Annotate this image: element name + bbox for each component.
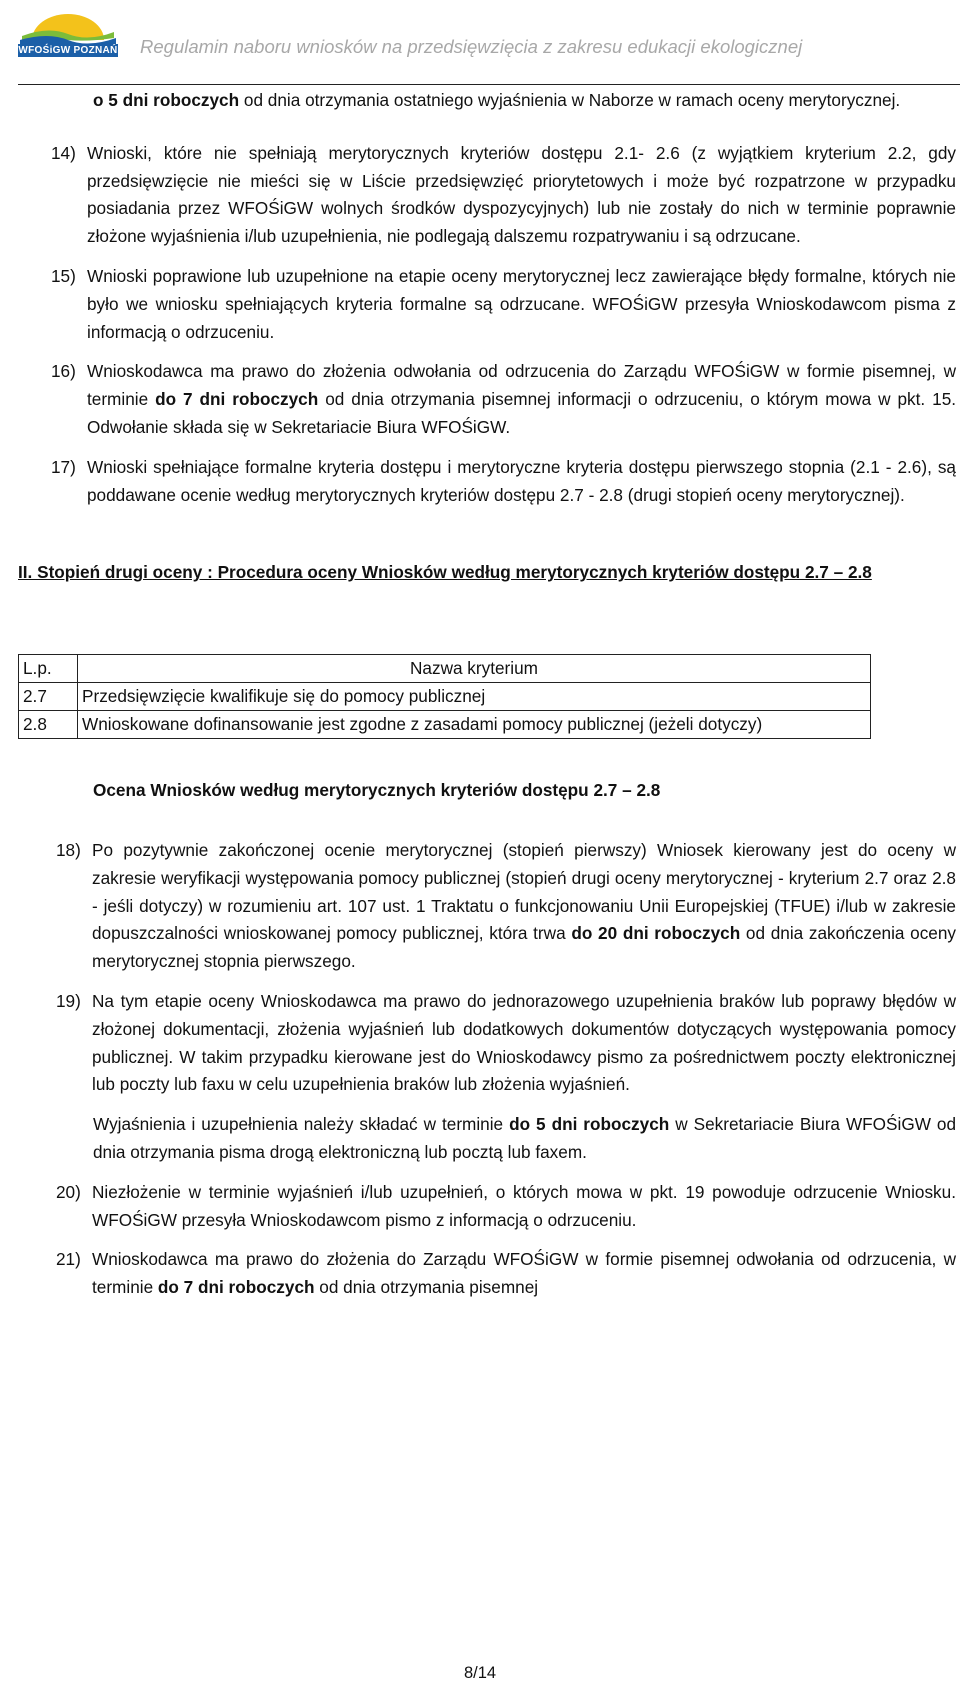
subheading: Ocena Wniosków według merytorycznych kryteriów dostępu 2.7 – 2.8 xyxy=(93,780,661,801)
cell-lp: 2.7 xyxy=(19,683,78,711)
item-text: Na tym etapie oceny Wnioskodawca ma prawo do jednorazowego uzupełnienia braków lub poprawy błędów w złożonej dokumentacji, złożenia wyjaśnień lub dodatkowych dokumentów dotyczących występowania pomocy publicznej. W takim przypadku kierowane jest do Wnioskodawcy pismo za pośrednictwem poczty elektronicznej lub poczty lub faxu w celu uzupełnienia braków lub złożenia wyjaśnień. xyxy=(92,990,956,1095)
header-divider xyxy=(18,84,960,85)
item-number: 18) xyxy=(56,839,81,860)
logo-sun-waves-icon xyxy=(18,10,118,44)
item-number: 16) xyxy=(51,361,76,382)
item-text: Wnioski, które nie spełniają merytorycznych kryteriów dostępu 2.1- 2.6 (z wyjątkiem kryterium 2.2, gdy przedsięwzięcie nie mieści się w Liście przedsięwzięć priorytetowych i może być rozpatrzone w przypadku posiadania przez WFOŚiGW wolnych środków dyspozycyjnych) lub nie zostały do nich w terminie poprawnie złożone wyjaśnienia i/lub uzupełnienia, nie podlegają dalszemu rozpatrywaniu i są odrzucane. xyxy=(87,142,956,247)
item-number: 14) xyxy=(51,142,76,163)
item-number: 15) xyxy=(51,265,76,286)
page-number: 8/14 xyxy=(463,1664,497,1682)
item-text: Wnioskodawca ma prawo do złożenia do Zarządu WFOŚiGW w formie pisemnej odwołania od odrzucenia, w terminie do 7 dni roboczych od dnia otrzymania pisemnej xyxy=(92,1249,956,1298)
item-text: Po pozytywnie zakończonej ocenie merytorycznej (stopień pierwszy) Wniosek kierowany jest do oceny w zakresie weryfikacji występowania pomocy publicznej (stopień drugi oceny merytorycznej - kryterium 2.7 oraz 2.8 - jeśli dotyczy) w rozumieniu art. 107 ust. 1 Traktatu o funkcjonowaniu Unii Europejskiej (TFUE) i/lub w zakresie dopuszczalności wnioskowanej pomocy publicznej, która trwa do 20 dni roboczych od dnia zakończenia oceny merytorycznej stopnia pierwszego. xyxy=(92,839,957,972)
list-item-20 xyxy=(18,1179,956,1235)
cell-name: Wnioskowane dofinansowanie jest zgodne z zasadami pomocy publicznej (jeżeli dotyczy) xyxy=(78,711,871,739)
list-item-14 xyxy=(18,140,956,251)
intro-rest: od dnia otrzymania ostatniego wyjaśnienia w Naborze w ramach oceny merytorycznej. xyxy=(239,90,901,110)
table-row xyxy=(19,711,871,739)
list-item-18 xyxy=(18,837,956,976)
cell-lp: 2.8 xyxy=(19,711,78,739)
item-text: Wnioski spełniające formalne kryteria dostępu i merytoryczne kryteria dostępu pierwszego stopnia (2.1 - 2.6), są poddawane ocenie według merytorycznych kryteriów dostępu 2.7 - 2.8 (drugi stopień oceny merytorycznej). xyxy=(87,456,956,505)
table-row xyxy=(19,683,871,711)
table-header-row xyxy=(19,655,871,683)
paragraph-19-continued: Wyjaśnienia i uzupełnienia należy składać w terminie do 5 dni roboczych w Sekretariacie Biura WFOŚiGW od dnia otrzymania pisma drogą elektroniczną lub pocztą lub faxem. xyxy=(93,1114,956,1162)
paragraph-intro xyxy=(18,87,956,115)
column-header-name: Nazwa kryterium xyxy=(78,655,871,683)
intro-bold: o 5 dni roboczych xyxy=(93,90,240,110)
criteria-table xyxy=(18,654,871,739)
item-number: 20) xyxy=(56,1181,81,1202)
list-item-15 xyxy=(18,263,956,346)
item-text: Niezłożenie w terminie wyjaśnień i/lub uzupełnień, o których mowa w pkt. 19 powoduje odrzucenie Wniosku. WFOŚiGW przesyła Wnioskodawcom pismo z informacją o odrzuceniu. xyxy=(92,1181,956,1230)
item-text: Wnioski poprawione lub uzupełnione na etapie oceny merytorycznej lecz zawierające błędy formalne, których nie było we wniosku spełniających kryteria formalne są odrzucane. WFOŚiGW przesyła Wnioskodawcom pisma z informacją o odrzuceniu. xyxy=(87,265,956,342)
logo-text: WFOŚiGW POZNAŃ xyxy=(18,45,118,56)
item-number: 21) xyxy=(56,1249,81,1270)
item-number: 17) xyxy=(51,456,76,477)
cell-name: Przedsięwzięcie kwalifikuje się do pomocy publicznej xyxy=(78,683,871,711)
list-item-19 xyxy=(18,988,956,1099)
item-number: 19) xyxy=(56,990,81,1011)
column-header-lp: L.p. xyxy=(19,655,78,683)
section-heading: II. Stopień drugi oceny : Procedura oceny Wniosków według merytorycznych kryteriów dostępu 2.7 – 2.8 xyxy=(18,562,872,583)
list-item-17 xyxy=(18,454,956,510)
document-title: Regulamin naboru wniosków na przedsięwzięcia z zakresu edukacji ekologicznej xyxy=(140,36,803,57)
page-content xyxy=(18,87,956,1302)
item-text: Wnioskodawca ma prawo do złożenia odwołania od odrzucenia do Zarządu WFOŚiGW w formie pisemnej, w terminie do 7 dni roboczych od dnia otrzymania pisemnej informacji o odrzuceniu, o którym mowa w pkt. 15. Odwołanie składa się w Sekretariacie Biura WFOŚiGW. xyxy=(87,361,957,437)
list-item-21 xyxy=(18,1246,956,1302)
page-header xyxy=(0,0,960,88)
list-item-16 xyxy=(18,358,956,441)
